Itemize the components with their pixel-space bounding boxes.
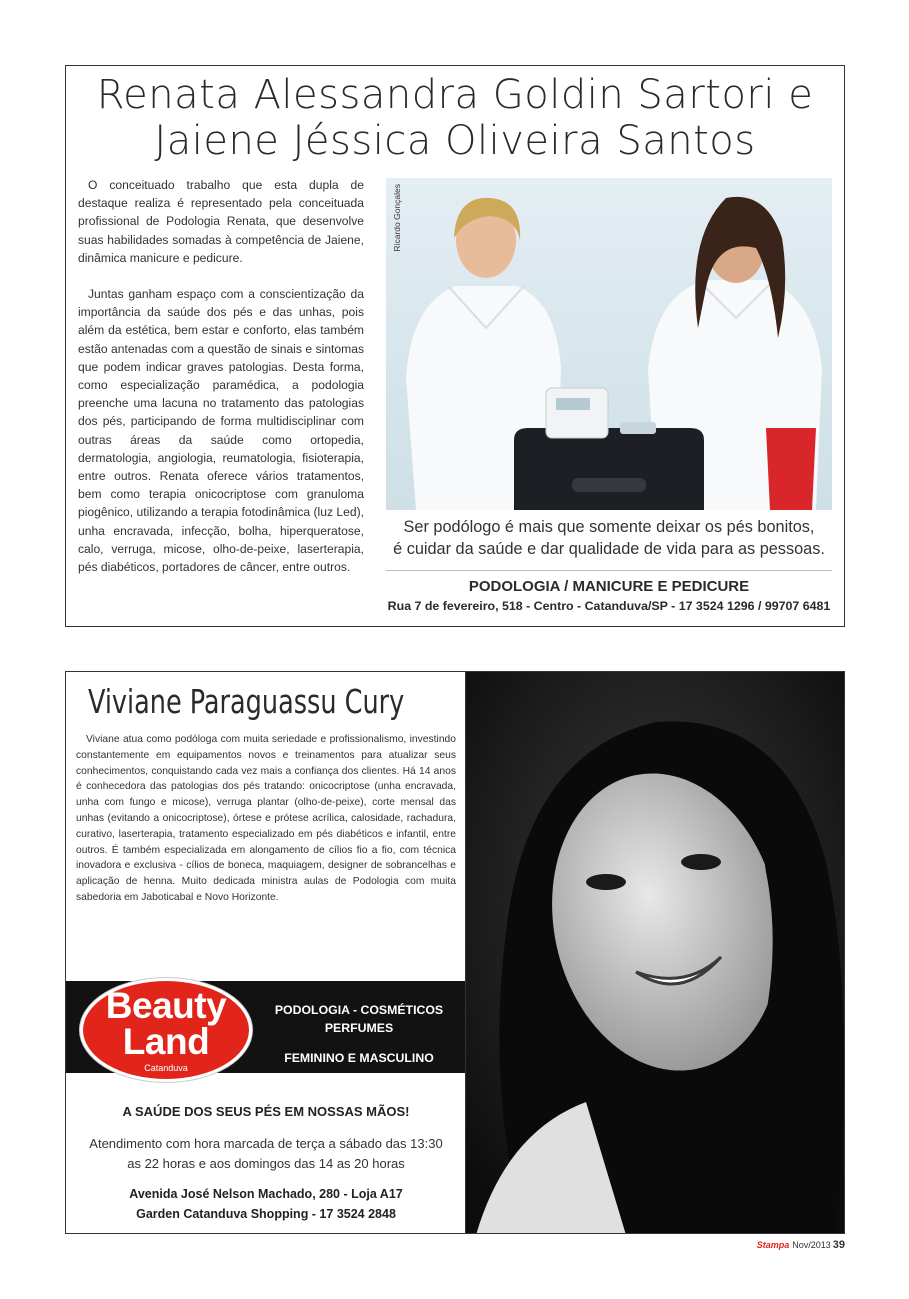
page-number: 39 — [832, 1239, 845, 1251]
issue-date: Nov/2013 — [792, 1240, 831, 1250]
logo-text-line-2: Land — [122, 1021, 210, 1062]
hours-line-2: as 22 horas e aos domingos das 14 as 20 horas — [127, 1155, 405, 1171]
article-body — [78, 176, 364, 576]
article-body — [76, 732, 456, 906]
contact-address: Rua 7 de fevereiro, 518 - Centro - Catanduva/SP - 17 3524 1296 / 99707 6481 — [387, 599, 831, 613]
portrait-illustration — [466, 672, 845, 1234]
logo-text-city: Catanduva — [144, 1063, 188, 1073]
logo-text-line-1: Beauty — [105, 985, 227, 1026]
photo-two-professionals — [386, 178, 832, 510]
title-line-1: Renata Alessandra Goldin Sartori e — [96, 72, 814, 118]
ad-line-2: PERFUMES — [324, 1021, 394, 1035]
paragraph: Viviane atua como podóloga com muita seriedade e profissionalismo, investindo constantemente em equipamentos novos e treinamentos para atualizar seus conhecimentos, conquistando cada vez mais a confiança dos clientes. Há 14 anos é conhecedora das patologias dos pés tratando: onicocriptose (unha encravada, unha com fungo e micose), verruga plantar (olho-de-peixe), corte mensal das unhas (evitando a onicocriptose), órtese e prótese acrílica, calosidade, rachadura, curativo, laserterapia, tratamento especializado em pés diabéticos e infantil, entre outros. É também especializada em alongamento de cílios fio a fio, com técnica inovadora e exclusiva - cílios de boneca, maquiagem, designer de sobrancelhas e aplicação de henna. Muito dedicada ministra aulas de Podologia com muita sabedoria em Jaboticabal e Novo Horizonte. — [76, 734, 456, 903]
beauty-land-logo — [80, 978, 252, 1082]
ad-line-1: PODOLOGIA - COSMÉTICOS — [274, 1003, 444, 1017]
slogan: A SAÚDE DOS SEUS PÉS EM NOSSAS MÃOS! — [122, 1104, 410, 1119]
photo-credit: Ricardo Gonçales — [392, 184, 402, 252]
hours-line-1: Atendimento com hora marcada de terça a sábado das 13:30 — [89, 1136, 443, 1151]
caption-line-2: é cuidar da saúde e dar qualidade de vida para as pessoas. — [393, 540, 825, 558]
caption-line-1: Ser podólogo é mais que somente deixar os pés bonitos, — [403, 518, 815, 536]
paragraph-1: O conceituado trabalho que esta dupla de destaque realiza é representado pela conceituada profissional de Podologia Renata, que desenvolve suas habilidades somadas à competência de Jaiene, dinâmica manicure e pedicure. — [78, 178, 364, 265]
services-heading: PODOLOGIA / MANICURE E PEDICURE — [468, 578, 750, 595]
profile-section-renata-jaiene — [65, 65, 845, 627]
ad-band — [66, 981, 466, 1073]
profile-section-viviane — [65, 671, 845, 1234]
ad-categories — [264, 1001, 454, 1037]
address-line-2: Garden Catanduva Shopping - 17 3524 2848 — [136, 1207, 396, 1221]
magazine-brand: Stampa — [756, 1240, 790, 1250]
title-line-2: Jaiene Jéssica Oliveira Santos — [154, 118, 756, 164]
section-title — [66, 72, 844, 164]
page-footer — [757, 1239, 845, 1251]
paragraph-2: Juntas ganham espaço com a conscientização da importância da saúde dos pés e das unhas, pois além da estética, bem estar e conforto, elas também estão antenadas com a questão de sinais e sintomas que podem indicar graves patologias. Desta forma, como especialização paramédica, a podologia preenche uma lacuna no tratamento das patologias dos pés, participando de forma multidisciplinar com outras áreas da saúde como ortopedia, dermatologia, angiologia, reumatologia, fisioterapia, entre outros. Renata oferece vários tratamentos, bem como terapia onicocriptose com granuloma piogênico, utilizando a terapia fotodinâmica (luz Led), unha encravada, infecção, bolha, hiperqueratose, calo, verruga, micose, olho-de-peixe, laserterapia, pés diabéticos, portadores de câncer, entre outros. — [78, 287, 364, 575]
photo-caption — [386, 516, 832, 560]
opening-hours — [76, 1134, 456, 1173]
portrait-photo — [466, 672, 845, 1234]
address-line-1: Avenida José Nelson Machado, 280 - Loja A17 — [129, 1187, 403, 1201]
store-address — [66, 1184, 466, 1224]
ad-line-3: FEMININO E MASCULINO — [284, 1051, 434, 1065]
photo-illustration — [386, 178, 832, 510]
divider — [386, 570, 832, 571]
section-title: Viviane Paraguassu Cury — [88, 682, 405, 721]
